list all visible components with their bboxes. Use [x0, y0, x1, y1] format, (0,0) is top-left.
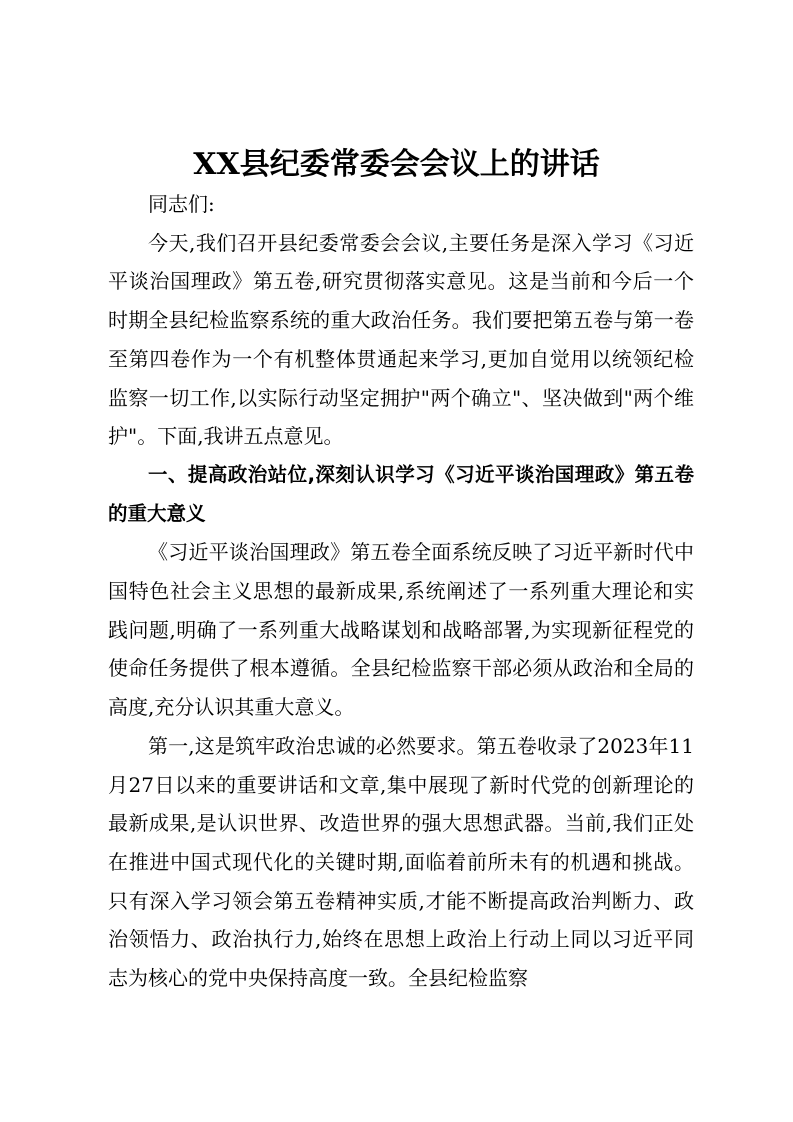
document-title: XX县纪委常委会会议上的讲话 — [193, 147, 600, 182]
paragraph-section-1-overview: 《习近平谈治国理政》第五卷全面系统反映了习近平新时代中国特色社会主义思想的最新成果,系统阐述了一系列重大理论和实践问题,明确了一系列重大战略谋划和战略部署,为实现新征程党的使命任务提供了根本遵循。全县纪检监察干部必须从政治和全局的高度,充分认识其重大意义。 — [108, 540, 694, 720]
paragraph-point-1: 第一,这是筑牢政治忠诚的必然要求。第五卷收录了2023年11月27日以来的重要讲话和文章,集中展现了新时代党的创新理论的最新成果,是认识世界、改造世界的强大思想武器。当前,我们正处在推进中国式现代化的关键时期,面临着前所未有的机遇和挑战。只有深入学习领会第五卷精神实质,才能不断提高政治判断力、政治领悟力、政治执行力,始终在思想上政治上行动上同以习近平同志为核心的党中央保持高度一致。全县纪检监察 — [108, 733, 694, 991]
paragraph-intro: 今天,我们召开县纪委常委会会议,主要任务是深入学习《习近平谈治国理政》第五卷,研究贯彻落实意见。这是当前和今后一个时期全县纪检监察系统的重大政治任务。我们要把第五卷与第一卷至第四卷作为一个有机整体贯通起来学习,更加自觉用以统领纪检监察一切工作,以实际行动坚定拥护"两个确立"、坚决做到"两个维护"。下面,我讲五点意见。 — [108, 230, 694, 449]
document-body — [108, 185, 694, 998]
salutation: 同志们: — [148, 192, 215, 216]
section-heading-1: 一、提高政治站位,深刻认识学习《习近平谈治国理政》第五卷的重大意义 — [108, 462, 694, 525]
